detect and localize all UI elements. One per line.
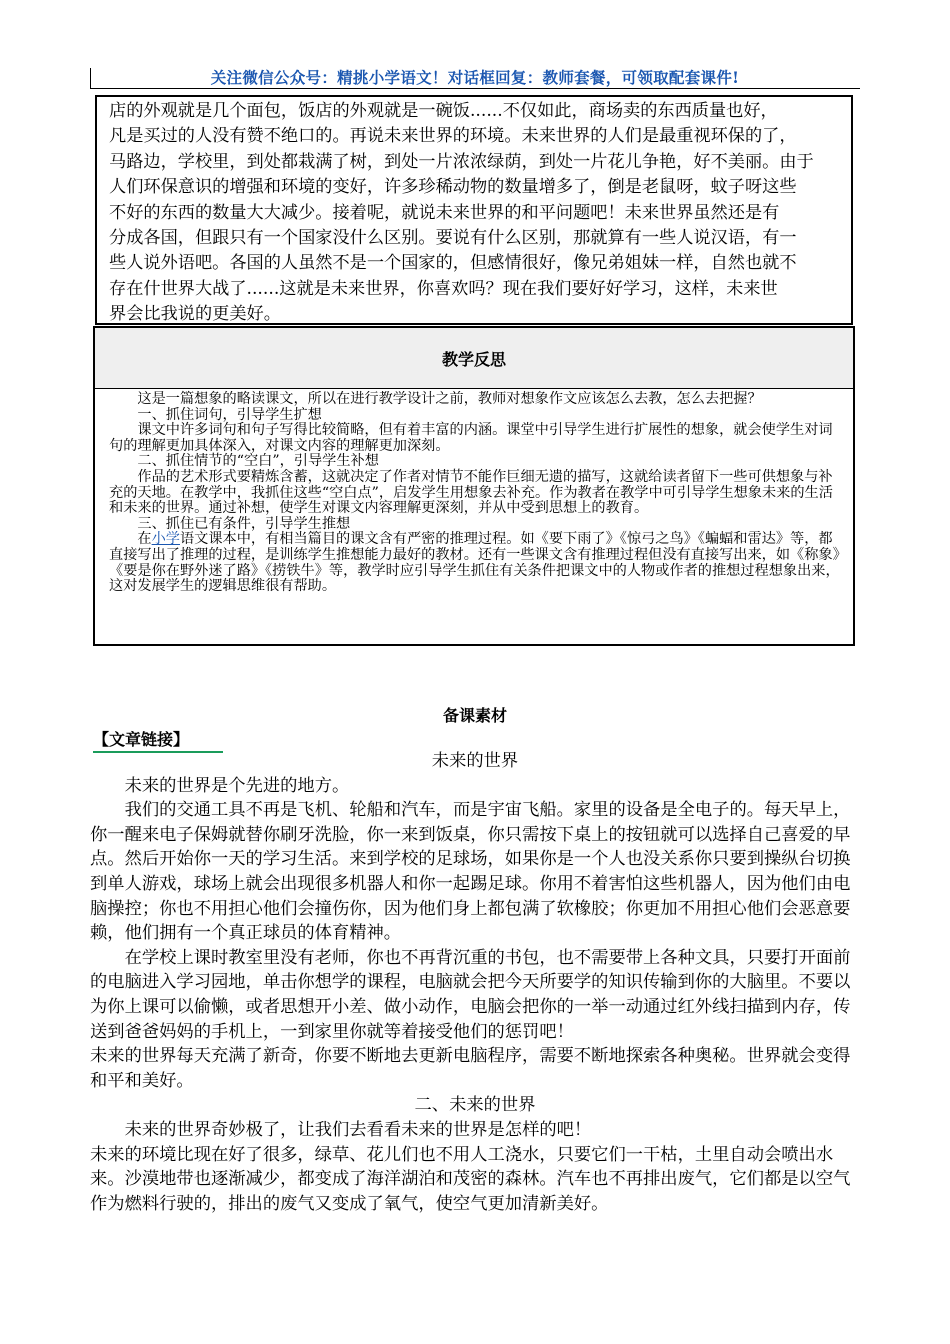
reflection-point1-text: 课文中许多词句和句子写得比较简略，但有着丰富的内涵。课堂中引导学生进行扩展性的想象，就会使学生对词句的理解更加具体深入，对课文内容的理解更加深刻。 (109, 422, 833, 454)
passage-line: 分成各国，但跟只有一个国家没什么区别。要说有什么区别，那就算有一些人说汉语，有一 (109, 228, 797, 249)
reflection-point3-title: 三、抓住已有条件，引导学生推想 (137, 515, 351, 532)
article1-paragraph: 在学校上课时教室里没有老师，你也不再背沉重的书包，也不需要带上各种文具，只要打开面前的电脑进入学习园地，单击你想学的课程，电脑就会把今天所要学的知识传输到你的大脑里。不要以为你上课可以偷懒，或者思想开小差、做小动作，电脑会把你的一举一动通过红外线扫描到内存，传送到爸爸妈妈的手机上，一到家里你就等着接受他们的惩罚吧！ (90, 947, 851, 1042)
header-banner: 关注微信公众号：精挑小学语文！对话框回复：教师套餐，可领取配套课件! (210, 68, 740, 87)
article-link-label: 【文章链接】 (93, 727, 223, 753)
passage-line: 马路边，学校里，到处都栽满了树，到处一片浓浓绿荫，到处一片花儿争艳，好不美丽。由于 (109, 151, 814, 172)
reflection-point2-text: 作品的艺术形式要精炼含蓄，这就决定了作者对情节不能作巨细无遗的描写，这就给读者留下一些可供想象与补充的天地。在教学中，我抓住这些“空白点”，启发学生用想象去补充。作为教者在教学中可引导学生想象未来的生活和未来的世界。通过补想，使学生对课文内容理解更深刻，并从中受到思想上的教育。 (109, 468, 833, 517)
header-rule (90, 88, 860, 89)
materials-title: 备课素材 (442, 706, 507, 725)
reflection-title: 教学反思 (95, 328, 853, 389)
reflection-table (93, 326, 855, 646)
xiaoxue-link[interactable]: 小学 (151, 531, 180, 548)
reflection-point3-paragraph (109, 532, 843, 594)
passage-line: 界会比我说的更美好。 (109, 304, 281, 325)
article1-paragraph: 我们的交通工具不再是飞机、轮船和汽车，而是宇宙飞船。家里的设备是全电子的。每天早上，你一醒来电子保姆就替你刷牙洗脸，你一来到饭桌，你只需按下桌上的按钮就可以选择自己喜爱的早点。然后开始你一天的学习生活。来到学校的足球场，如果你是一个人也没关系你只要到操纵台切换到单人游戏，球场上就会出现很多机器人和你一起踢足球。你用不着害怕这些机器人，因为他们由电脑操控；你也不用担心他们会撞伤你，因为他们身上都包满了软橡胶；你更加不用担心他们会恶意要赖，他们拥有一个真正球员的体育精神。 (90, 800, 851, 944)
article2-paragraph: 未来的世界奇妙极了，让我们去看看未来的世界是怎样的吧！ (124, 1119, 592, 1140)
article1-paragraph: 未来的世界是个先进的地方。 (124, 775, 350, 796)
article1-title: 未来的世界 (431, 751, 519, 771)
passage-line: 些人说外语吧。各国的人虽然不是一个国家的，但感情很好，像兄弟姐妹一样，自然也就不 (109, 253, 797, 274)
passage-line: 凡是买过的人没有赞不绝口的。再说未来世界的环境。未来世界的人们是最重视环保的了， (109, 126, 797, 147)
reflection-point2-title: 二、抓住情节的“空白”，引导学生补想 (137, 453, 379, 470)
passage-line: 不好的东西的数量大大减少。接着呢，就说未来世界的和平问题吧！未来世界虽然还是有 (109, 202, 780, 223)
passage-line: 人们环保意识的增强和环境的变好，许多珍稀动物的数量增多了，倒是老鼠呀，蚊子呀这些 (109, 177, 797, 198)
reflection-body (95, 389, 853, 595)
article1-paragraph: 未来的世界每天充满了新奇，你要不断地去更新电脑程序，需要不断地探索各种奥秘。世界就会变得和平和美好。 (90, 1046, 851, 1091)
passage-line: 存在什世界大战了......这就是未来世界，你喜欢吗？现在我们要好好学习，这样，未来世 (109, 278, 778, 299)
reflection-point3-pre: 在 (137, 531, 152, 548)
passage-box (95, 95, 853, 325)
article-body (90, 749, 860, 1216)
article2-paragraph: 未来的环境比现在好了很多，绿草、花儿们也不用人工浇水，只要它们一干枯，土里自动会喷出水来。沙漠地带也逐渐减少，都变成了海洋湖泊和茂密的森林。汽车也不再排出废气，它们都是以空气作为燃料行驶的，排出的废气又变成了氧气，使空气更加清新美好。 (90, 1144, 851, 1214)
reflection-intro: 这是一篇想象的略读课文，所以在进行教学设计之前，教师对想象作文应该怎么去教，怎么去把握？ (137, 391, 762, 407)
reflection-point1-title: 一、抓住词句，引导学生扩想 (137, 406, 322, 423)
article2-title: 二、未来的世界 (414, 1095, 536, 1116)
passage-line: 店的外观就是几个面包，饭店的外观就是一碗饭......不仅如此，商场卖的东西质量也好， (109, 101, 778, 121)
reflection-point3-text: 语文课本中，有相当篇目的课文含有严密的推理过程。如《要下雨了》《惊弓之鸟》《蝙蝠和雷达》等，都直接写出了推理的过程，是训练学生推想能力最好的教材。还有一些课文含有推理过程但没有直接写出来，如《称象》《要是你在野外迷了路》《捞铁牛》等，教学时应引导学生抓住有关条件把课文中的人物或作者的推想过程想象出来，这对发展学生的逻辑思维很有帮助。 (109, 531, 840, 595)
